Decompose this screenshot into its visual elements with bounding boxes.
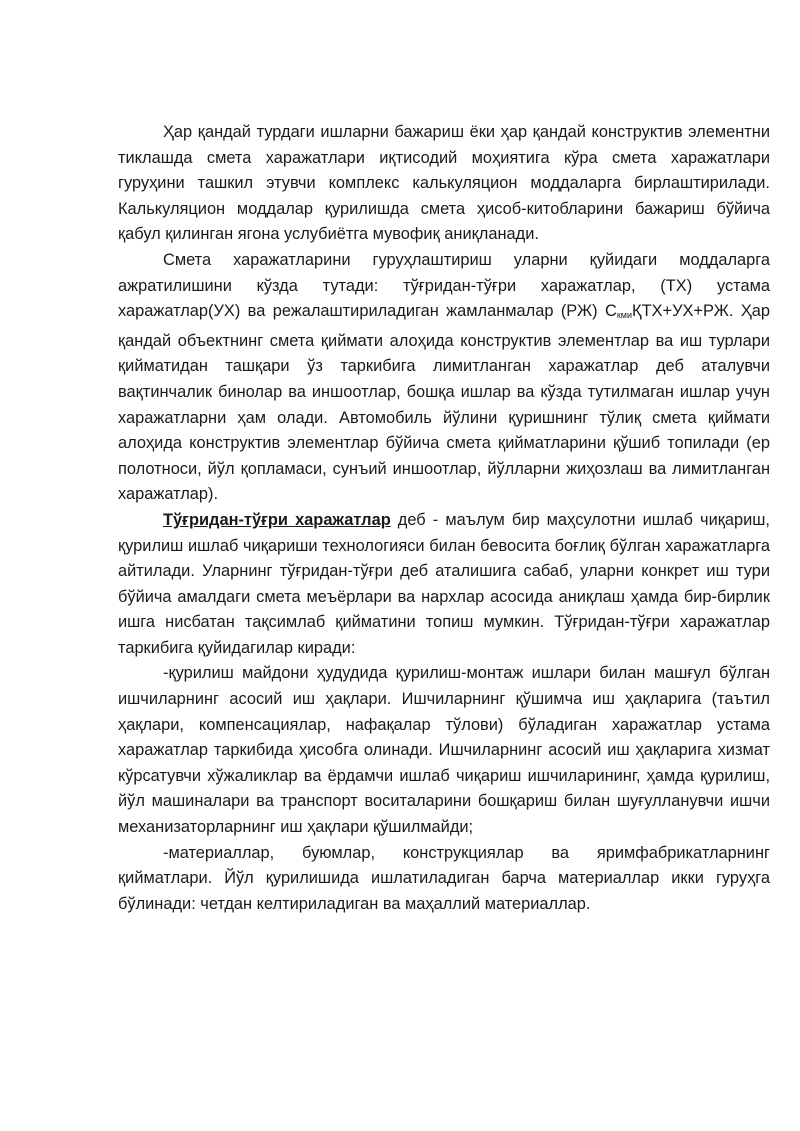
paragraph-2 — [118, 248, 770, 508]
defined-term: Тўғридан-тўғри харажатлар — [163, 510, 391, 529]
document-page — [118, 120, 770, 917]
paragraph-3-text: деб - маълум бир маҳсулотни ишлаб чиқариш, қурилиш ишлаб чиқариши технологияси билан бевосита боғлиқ бўлган харажатларга айтилади. Уларнинг тўғридан-тўғри деб аталишига сабаб, уларни конкрет иш тури бўйича амалдаги смета меъёрлари ва нархлар асосида аниқлаш ҳамда бир-бирлик ишга нисбатан тақсимлаб қийматини топиш мумкин. Тўғридан-тўғри харажатлар таркибига қуйидагилар киради: — [118, 510, 770, 657]
formula-subscript: кми — [616, 310, 633, 321]
paragraph-5: -материаллар, буюмлар, конструкциялар ва яримфабрикатларнинг қийматлари. Йўл қурилишида ишлатиладиган барча материаллар икки гуруҳга бўлинади: четдан келтириладиган ва маҳаллий материаллар. — [118, 843, 770, 913]
paragraph-2-text-cont: ҚТХ+УХ+РЖ. Ҳар қандай объектнинг смета қиймати алоҳида конструктив элементлар ва иш турлари қийматидан ташқари ўз таркибига лимитланган харажатлар деб аталувчи вақтинчалик бинолар ва иншоотлар, бошқа ишлар ва кўзда тутилмаган ишлар учун харажатларни ҳам олади. Автомобиль йўлини қуришнинг тўлиқ смета қиймати алоҳида конструктив элементлар бўйича смета қийматларини қўшиб топилади (ер полотноси, йўл қопламаси, сунъий иншоотлар, йўлларни жиҳозлаш ва лимитланган харажатлар). — [118, 302, 770, 504]
paragraph-2-text: Смета харажатларини гуруҳлаштириш уларни қуйидаги моддаларга ажратилишини кўзда тутади: тўғридан-тўғри харажатлар, (ТХ) устама харажатлар(УХ) ва режалаштириладиган жамланмалар (РЖ) С — [118, 250, 770, 321]
paragraph-4: -қурилиш майдони ҳудудида қурилиш-монтаж ишлари билан машғул бўлган ишчиларнинг асосий иш ҳақлари. Ишчиларнинг қўшимча иш ҳақларига (таътил ҳақлари, компенсациялар, нафақалар тўлови) бўладиган харажатлар устама харажатлар таркибида ҳисобга олинади. Ишчиларнинг асосий иш ҳақларига хизмат кўрсатувчи хўжаликлар ва ёрдамчи ишлаб чиқариш ишчиларининг, ҳамда қурилиш, йўл машиналари ва транспорт воситаларини бошқариш билан шуғулланувчи ишчи механизаторларнинг иш ҳақлари қўшилмайди; — [118, 664, 770, 837]
paragraph-3 — [118, 508, 770, 662]
paragraph-1: Ҳар қандай турдаги ишларни бажариш ёки ҳар қандай конструктив элементни тиклашда смета харажатлари иқтисодий моҳиятига кўра смета харажатлари гуруҳини ташкил этувчи комплекс калькуляцион моддаларга бирлаштирилади. Калькуляцион моддалар қурилишда смета ҳисоб-китобларини бажариш бўйича қабул қилинган ягона услубиётга мувофиқ аниқланади. — [118, 123, 770, 244]
